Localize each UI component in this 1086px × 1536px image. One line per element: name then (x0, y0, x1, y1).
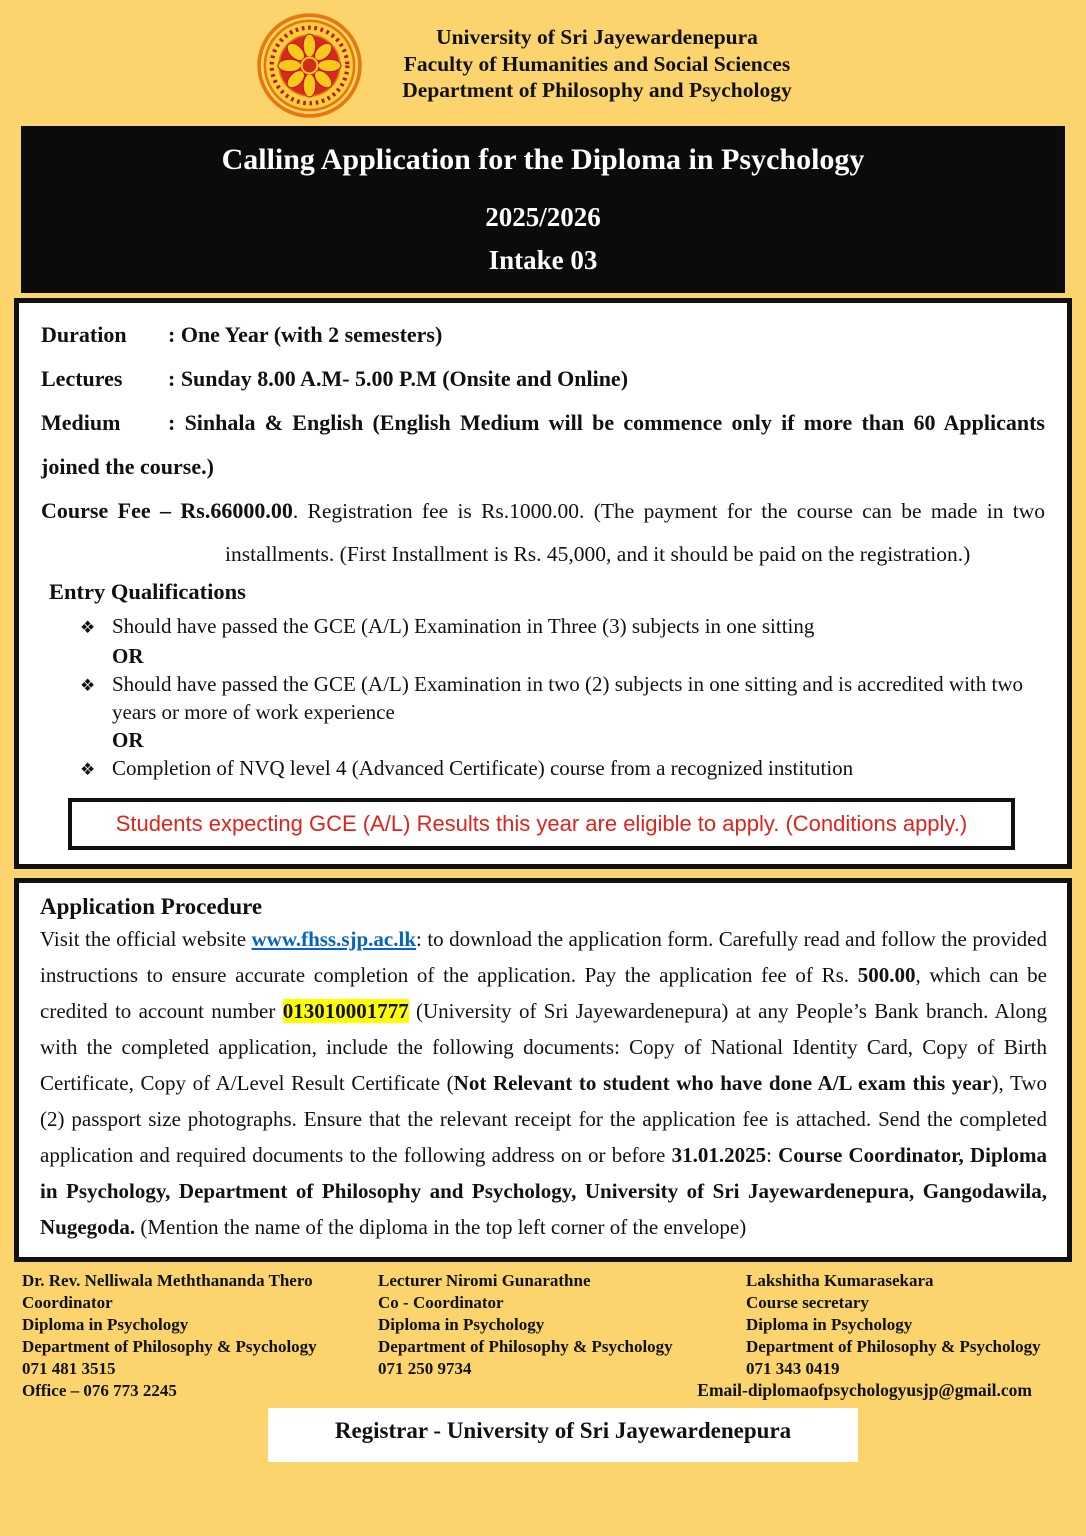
detail-row (41, 313, 1045, 357)
contact-line: 071 250 9734 (378, 1359, 472, 1378)
contact-line: Diploma in Psychology (378, 1315, 545, 1334)
detail-value: : One Year (with 2 semesters) (168, 322, 443, 347)
department-name: Department of Philosophy and Psychology (402, 78, 792, 102)
course-details-box (14, 298, 1072, 869)
qualification-list (41, 612, 1045, 784)
qualification-item (80, 612, 1045, 642)
paragraph-text: : to download the application form. Carefully read and follow the provided instructions to ensure accurate completion of the application. Pay the application fee of Rs. (40, 927, 1047, 987)
contact-card (378, 1270, 746, 1402)
paragraph-text: Course Coordinator, Diploma in Psychology, Department of Philosophy and Psychology, University of Sri Jayewardenepura, Gangodawila, Nugegoda. (40, 1143, 1047, 1239)
diamond-bullet-icon: ❖ (80, 618, 96, 637)
detail-label: Medium (41, 410, 121, 435)
contact-card (22, 1270, 378, 1402)
eligibility-notice: Students expecting GCE (A/L) Results this year are eligible to apply. (Conditions apply.) (68, 798, 1015, 850)
contact-line: Office – 076 773 2245 (22, 1381, 177, 1400)
paragraph-text: : (766, 1143, 779, 1167)
header-text-block (332, 24, 862, 104)
paragraph-text: Not Relevant to student who have done A/L exam this year (453, 1071, 992, 1095)
diamond-bullet-icon: ❖ (80, 676, 96, 695)
paragraph-text: (University of Sri Jayewardenepura) at any People’s Bank branch. Along with the completed application, include the following documents: Copy of National Identity Card, Copy of Birth Certificate, Copy of A/Level Result Certificate ( (40, 999, 1047, 1095)
website-link[interactable]: www.fhss.sjp.ac.lk (251, 927, 417, 951)
procedure-paragraph (40, 921, 1047, 1245)
or-separator: OR (112, 728, 144, 752)
detail-value: : Sinhala & English (English Medium will be commence only if more than 60 Applicants joined the course.) (41, 410, 1045, 479)
course-fee-paragraph (41, 489, 1045, 576)
paragraph-text: 500.00 (857, 963, 916, 987)
course-fee-amount: Course Fee – Rs.66000.00 (41, 498, 293, 523)
contact-email: Email-diplomaofpsychologyusjp@gmail.com (697, 1380, 1032, 1400)
course-details-rows (41, 313, 1045, 489)
contact-line: Co - Coordinator (378, 1293, 504, 1312)
contact-line: 071 343 0419 (746, 1359, 840, 1378)
contact-line: Diploma in Psychology (746, 1315, 913, 1334)
detail-row (41, 401, 1045, 489)
contact-line: Coordinator (22, 1293, 113, 1312)
paragraph-text: ), Two (2) passport size photographs. Ensure that the relevant receipt for the application fee is attached. Send the completed application and required documents to the following address on or before (40, 1071, 1048, 1167)
poster-title: Calling Application for the Diploma in Psychology (221, 143, 865, 176)
detail-label: Duration (41, 322, 127, 347)
intake-number: Intake 03 (488, 245, 598, 275)
contact-line: Lecturer Niromi Gunarathne (378, 1271, 591, 1290)
qualification-item (80, 754, 1045, 784)
application-procedure-box (14, 878, 1072, 1262)
poster-footer (0, 1262, 1086, 1462)
procedure-heading: Application Procedure (40, 894, 263, 919)
qualification-text: Should have passed the GCE (A/L) Examination in Three (3) subjects in one sitting (112, 614, 815, 638)
contact-line: Department of Philosophy & Psychology (378, 1337, 673, 1356)
contact-line: Department of Philosophy & Psychology (746, 1337, 1041, 1356)
university-name: University of Sri Jayewardenepura (436, 25, 758, 49)
contact-line: Dr. Rev. Nelliwala Meththananda Thero (22, 1271, 313, 1290)
academic-year: 2025/2026 (485, 202, 601, 232)
contact-line: Lakshitha Kumarasekara (746, 1271, 934, 1290)
faculty-name: Faculty of Humanities and Social Sciences (403, 51, 791, 76)
course-fee-rest: . Registration fee is Rs.1000.00. (The payment for the course can be made in two installments. (First Installment is Rs. 45,000, and it should be paid on the registration.) (225, 499, 1045, 566)
paragraph-text: 31.01.2025 (671, 1143, 767, 1167)
detail-row (41, 357, 1045, 401)
poster-header (0, 0, 1086, 126)
contact-line: Diploma in Psychology (22, 1315, 189, 1334)
account-number-highlight: 013010001777 (282, 999, 409, 1023)
detail-value: : Sunday 8.00 A.M- 5.00 P.M (Onsite and Online) (168, 366, 629, 391)
registrar-bar: Registrar - University of Sri Jayewardenepura (268, 1408, 858, 1462)
paragraph-text: Visit the official website (40, 927, 252, 951)
paragraph-text: (Mention the name of the diploma in the top left corner of the envelope) (135, 1215, 747, 1239)
or-separator: OR (112, 644, 144, 668)
qualification-item (80, 670, 1045, 726)
title-banner (21, 126, 1065, 293)
paragraph-text: , which can be credited to account number (40, 963, 1047, 1023)
contact-line: Course secretary (746, 1293, 869, 1312)
diamond-bullet-icon: ❖ (80, 760, 96, 779)
qualification-text: Completion of NVQ level 4 (Advanced Certificate) course from a recognized institution (112, 756, 854, 780)
entry-qualifications-heading: Entry Qualifications (49, 579, 246, 604)
contact-line: Department of Philosophy & Psychology (22, 1337, 317, 1356)
detail-label: Lectures (41, 366, 123, 391)
qualification-text: Should have passed the GCE (A/L) Examination in two (2) subjects in one sitting and is accredited with two years or more of work experience (112, 672, 1023, 724)
contact-line: 071 481 3515 (22, 1359, 116, 1378)
